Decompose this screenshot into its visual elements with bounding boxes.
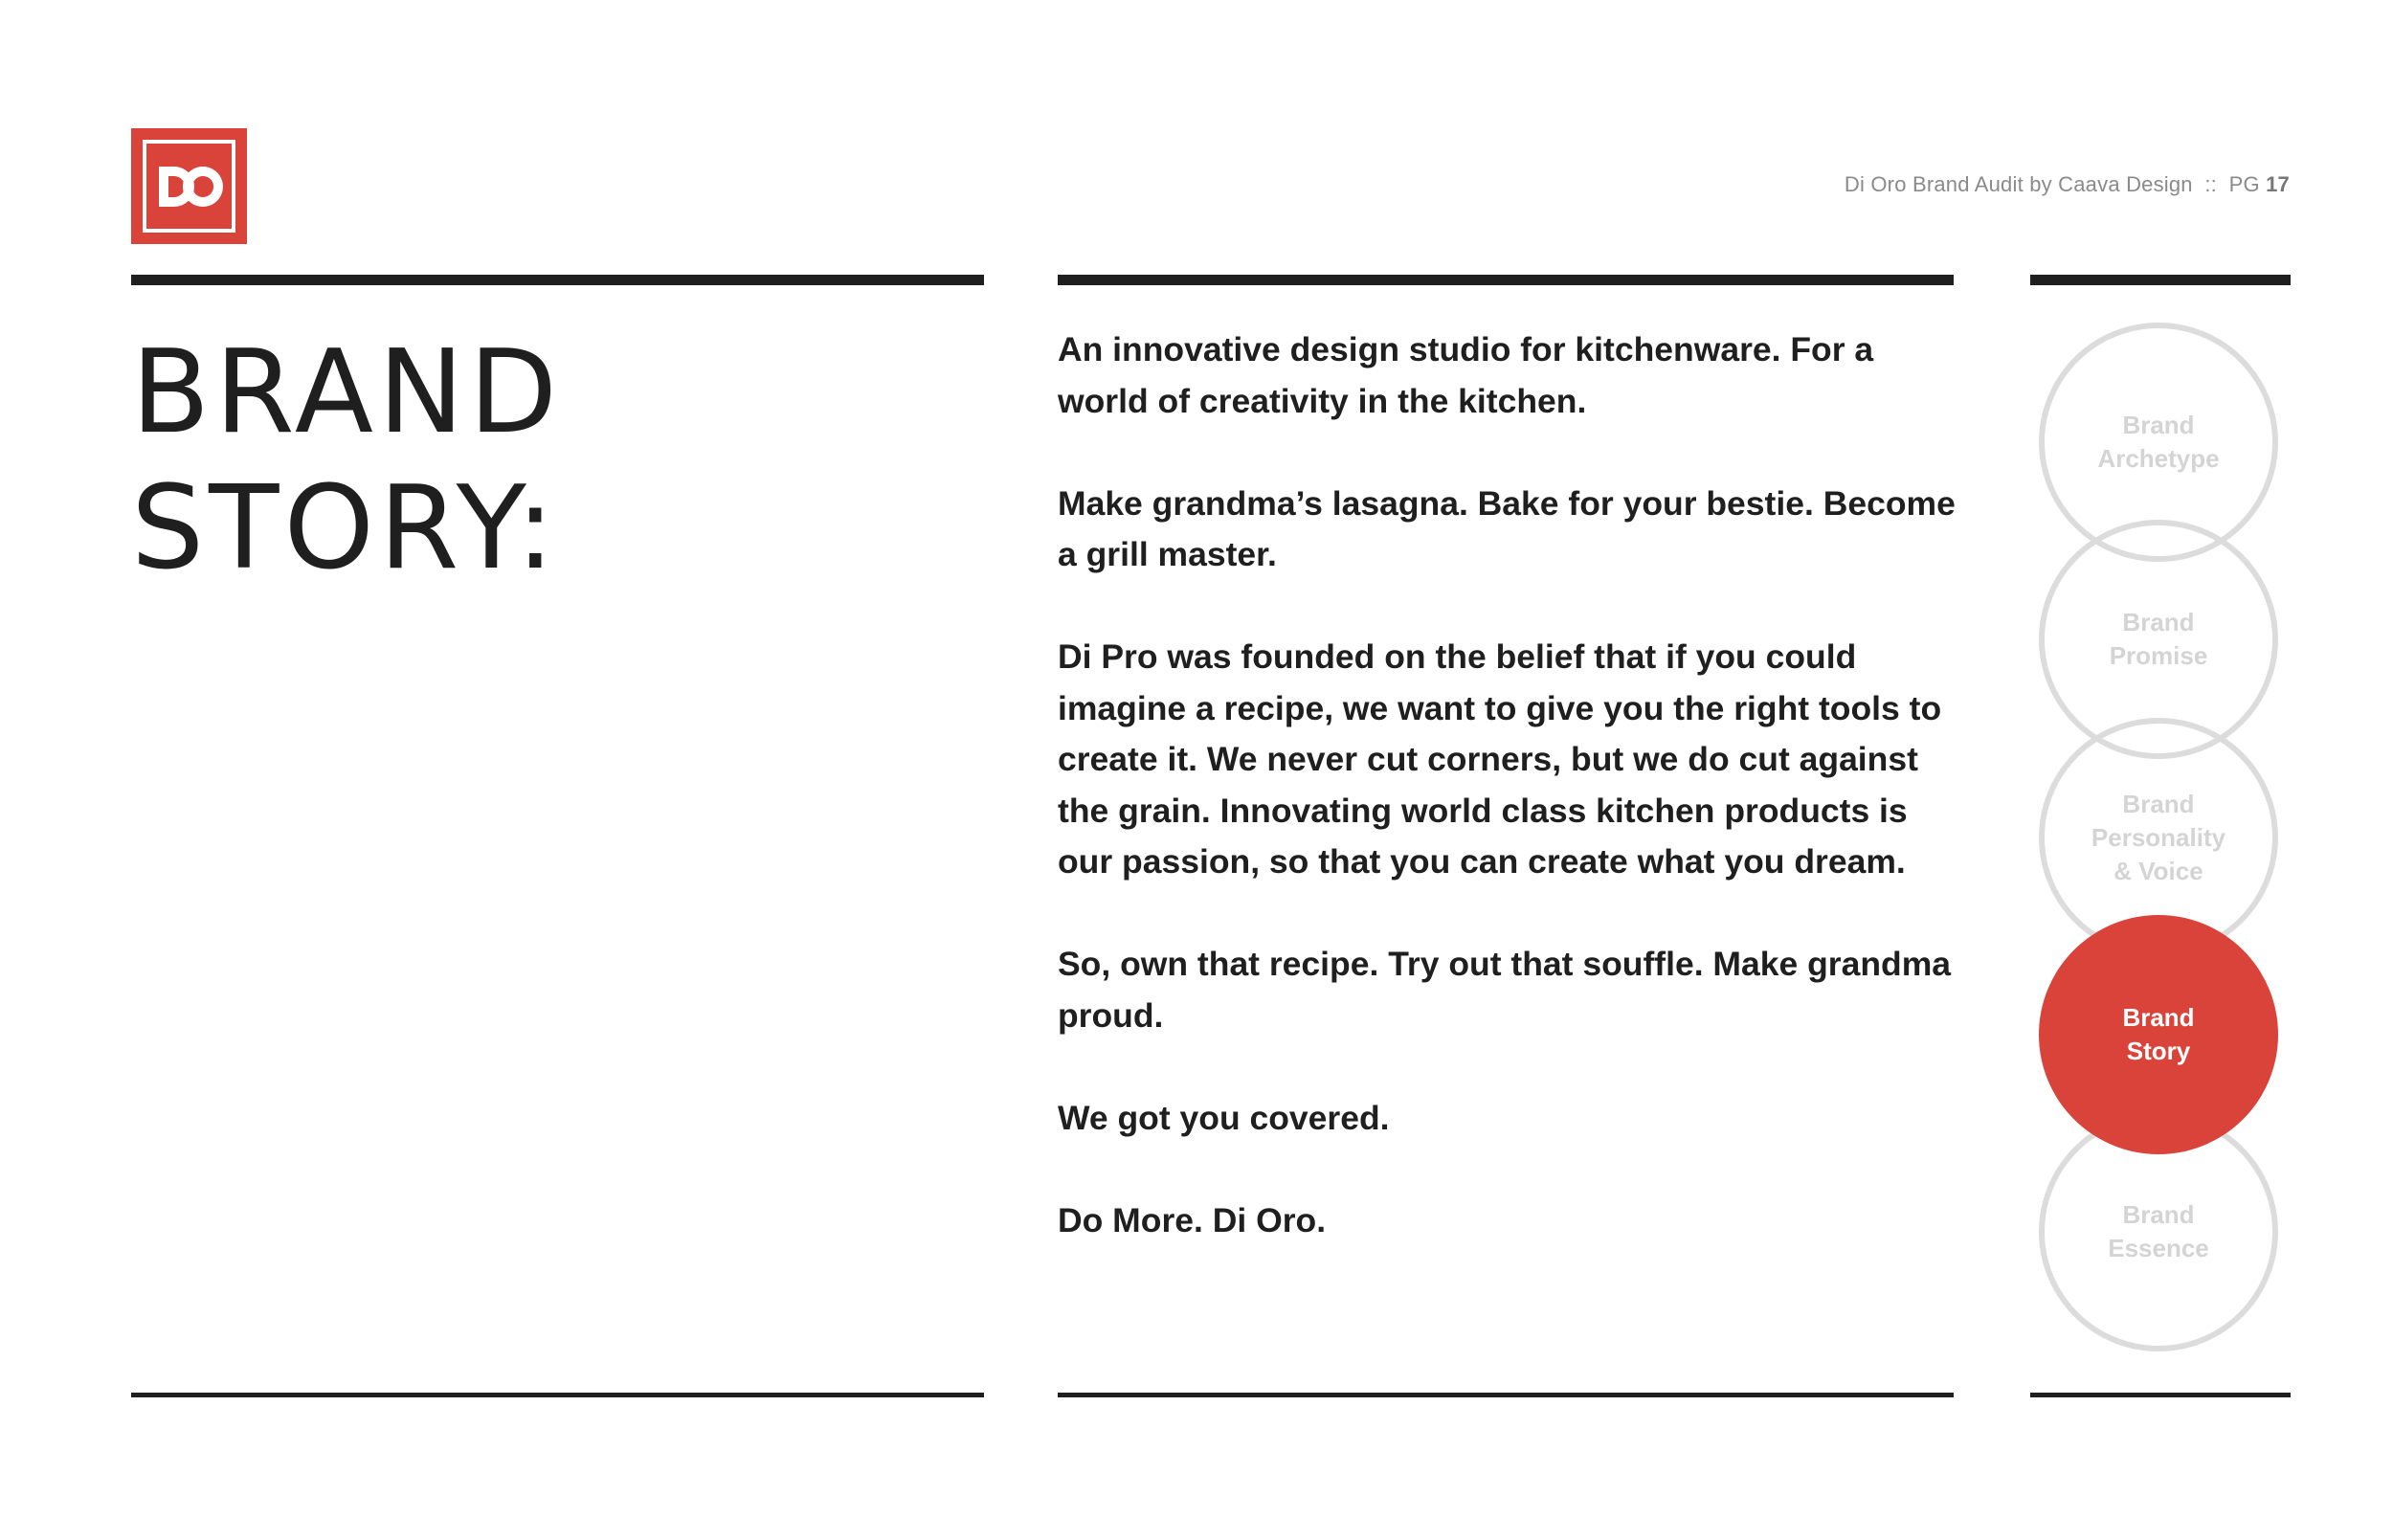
nav-label: Brand Archetype (2097, 411, 2220, 473)
story-paragraph: Do More. Di Oro. (1058, 1200, 1327, 1239)
logo-monogram-icon (155, 163, 224, 211)
nav-circle-brand-story[interactable] (2039, 1112, 2278, 1351)
logo-frame (143, 140, 235, 233)
story-paragraph: Di Pro was founded on the belief that if you could imagine a recipe, we want to give you the right tools to create it. We never cut corners, but we do cut against the grain. Innovating world class kitchen products is our passion, so that you can create what you dream. (1058, 637, 1942, 881)
brand-story-text (1058, 324, 1957, 1298)
document-title: Di Oro Brand Audit by Caava Design (1844, 172, 2193, 196)
nav-label: Brand Promise (2109, 608, 2208, 670)
page-title-line-1: BRAND (131, 326, 563, 459)
bottom-rule-right (2030, 1393, 2291, 1397)
nav-circle-brand-promise[interactable] (2039, 520, 2278, 759)
top-rule-middle (1058, 275, 1954, 285)
brand-logo (131, 128, 247, 244)
bottom-rule-left (131, 1393, 984, 1397)
nav-circle-brand-archetype[interactable] (2039, 323, 2278, 562)
bottom-rule-middle (1058, 1393, 1954, 1397)
nav-label: Brand Personality & Voice (2091, 789, 2226, 885)
header-separator: :: (2204, 172, 2217, 196)
page-title-line-2: STORY: (131, 462, 560, 595)
story-paragraph: We got you covered. (1058, 1098, 1390, 1137)
story-paragraph: An innovative design studio for kitchenware. For a world of creativity in the kitchen. (1058, 330, 1874, 420)
nav-label: Brand Story (2122, 1003, 2195, 1065)
page-prefix: PG (2228, 172, 2260, 196)
story-paragraph: Make grandma’s lasagna. Bake for your bestie. Become a grill master. (1058, 483, 1956, 573)
nav-circle-brand-story-active[interactable] (2039, 915, 2278, 1154)
story-paragraph: So, own that recipe. Try out that souffle. Make grandma proud. (1058, 945, 1952, 1035)
page-number: 17 (2266, 172, 2290, 196)
top-rule-left (131, 275, 984, 285)
page-title (131, 325, 973, 597)
document-header (1845, 172, 2290, 197)
top-rule-right (2030, 275, 2291, 285)
nav-label: Brand Essence (2108, 1200, 2209, 1262)
nav-circle-brand-personality-voice[interactable] (2039, 718, 2278, 957)
